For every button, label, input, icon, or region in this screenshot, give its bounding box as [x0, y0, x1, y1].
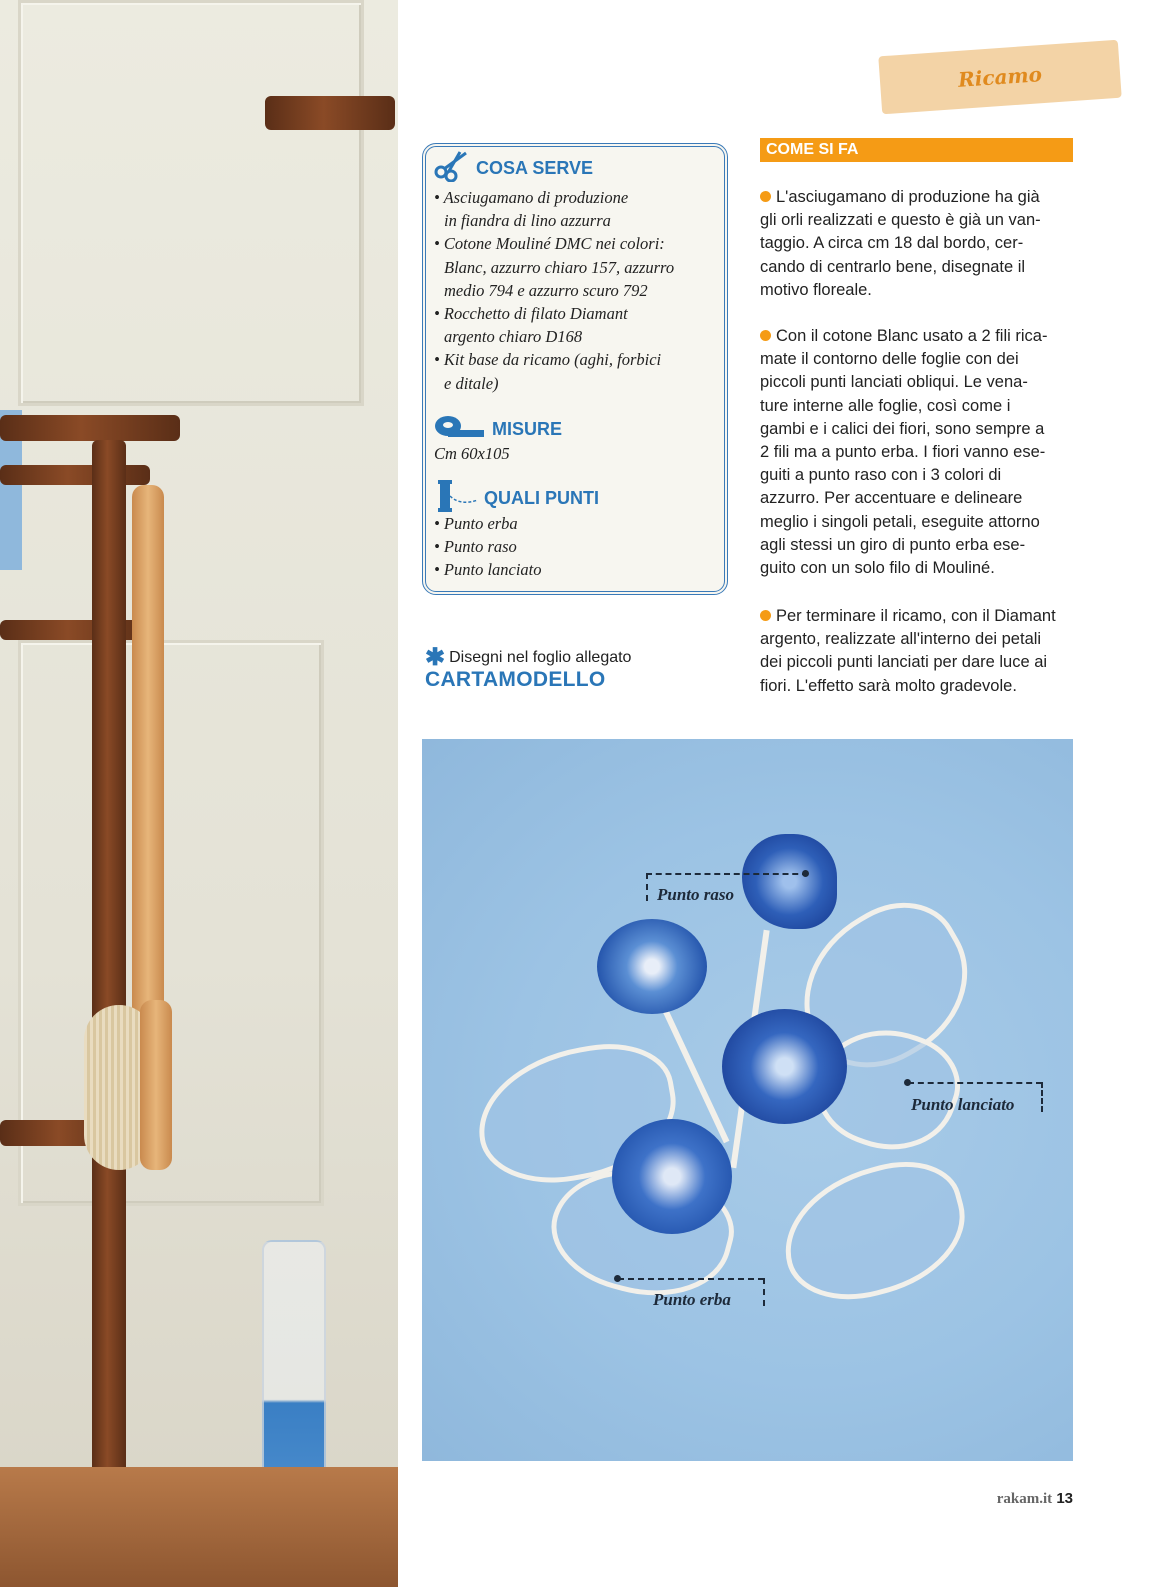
list-item: argento chiaro D168 [444, 327, 583, 347]
embroidery-photo [422, 739, 1073, 1461]
door-handle [265, 96, 395, 130]
embroidered-bud [742, 834, 837, 929]
stitch-list [434, 512, 542, 582]
list-item: • Cotone Mouliné DMC nei colori: [434, 234, 665, 254]
towel-rack-photo [0, 0, 398, 1587]
rack-bar [0, 620, 150, 640]
misure-header [434, 414, 562, 445]
list-item: • Asciugamano di produzione [434, 188, 629, 207]
callout-punto-erba: Punto erba [653, 1290, 731, 1309]
callout-line [1041, 1082, 1043, 1112]
callout-line [763, 1278, 765, 1306]
rack-bar [0, 415, 180, 441]
paragraph-1: L'asciugamano di produzione ha già gli orli realizzati e questo è già un van- taggio. A circa cm 18 dal bordo, cer- cando di centrarlo bene, disegnate il motivo floreale. [760, 188, 1041, 299]
page-footer [997, 1490, 1073, 1508]
cartamodello-title: CARTAMODELLO [425, 668, 606, 691]
embroidered-flower [722, 1009, 847, 1124]
brush-head [140, 1000, 172, 1170]
materials-list [434, 186, 674, 395]
embroidered-flower [597, 919, 707, 1014]
callout-punto-raso: Punto raso [657, 885, 734, 904]
embroidered-flower [612, 1119, 732, 1234]
list-item: Blanc, azzurro chiaro 157, azzurro [444, 257, 675, 277]
embroidered-leaf [769, 1147, 980, 1316]
callout-punto-lanciato: Punto lanciato [911, 1095, 1015, 1114]
list-item: • Kit base da ricamo (aghi, forbici [434, 350, 662, 370]
rack-bar [0, 465, 150, 485]
list-item: • Punto erba [434, 514, 518, 533]
section-tag-label: Ricamo [957, 62, 1043, 92]
rack-post [92, 440, 126, 1540]
list-item: • Rocchetto di filato Diamant [434, 304, 628, 324]
cosa-serve-header [434, 150, 593, 187]
orange-bullet-icon [760, 191, 771, 202]
page-number: 13 [1056, 1490, 1073, 1507]
list-item: medio 794 e azzurro scuro 792 [444, 280, 648, 300]
asterisk-icon: ✱ [425, 644, 446, 671]
cosa-serve-title: COSA SERVE [476, 158, 594, 178]
door-panel [18, 0, 364, 406]
site-name: rakam.it [996, 1491, 1053, 1507]
callout-line [618, 1278, 764, 1280]
wooden-floor [0, 1467, 398, 1587]
callout-line [646, 873, 808, 875]
callout-line [646, 873, 648, 901]
misure-title: MISURE [492, 419, 563, 439]
list-item: e ditale) [444, 373, 499, 393]
cartamodello-note [425, 644, 632, 692]
tape-measure-icon [434, 414, 486, 445]
list-item: • Punto raso [434, 537, 517, 557]
callout-line [908, 1082, 1042, 1084]
cartamodello-subtitle: Disegni nel foglio allegato [449, 649, 632, 666]
orange-bullet-icon [760, 610, 771, 621]
callout-dot [802, 870, 809, 877]
come-si-fa-header: COME SI FA [760, 138, 1073, 162]
orange-bullet-icon [760, 330, 771, 341]
list-item: • Punto lanciato [434, 560, 542, 580]
section-tag [878, 40, 1121, 115]
paragraph-2: Con il cotone Blanc usato a 2 fili rica- mate il contorno delle foglie con dei piccoli punti lanciati obliqui. Le vena- ture interne alle foglie, così come i gambi e i calici dei fiori, sono sempre a 2 fili ma a punto erba. I fiori vanno ese- guiti a punto raso con i 3 colori di azzurro. Per accentuare e delineare meglio i singoli petali, eseguite attorno agli stessi un giro di punto erba ese- guito con un solo filo di Mouliné. [760, 327, 1048, 578]
scissors-icon [434, 150, 470, 187]
paragraph-3: Per terminare il ricamo, con il Diamant argento, realizzate all'interno dei petali dei piccoli punti lanciati per dare luce ai fiori. L'effetto sarà molto gradevole. [760, 607, 1056, 695]
quali-punti-title: QUALI PUNTI [484, 488, 599, 508]
list-item: in fiandra di lino azzurra [444, 211, 611, 231]
misure-value: Cm 60x105 [434, 444, 510, 463]
brush-handle [132, 485, 164, 1025]
